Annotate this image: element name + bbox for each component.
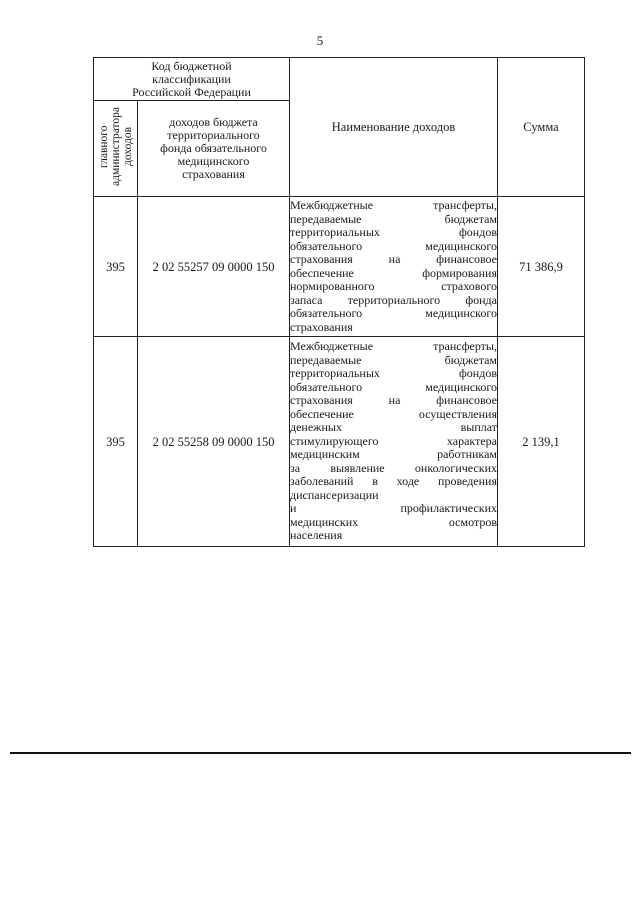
footer-divider-line (10, 752, 631, 754)
header-budget-code (94, 58, 290, 101)
header-sum: Сумма (498, 58, 585, 197)
page-number: 5 (316, 33, 324, 48)
header-code-line: классификации (152, 71, 231, 86)
table-row (94, 197, 585, 337)
header-code-line: Код бюджетной (151, 58, 232, 73)
header-main-administrator: главного администратора доходов (94, 101, 138, 197)
admin-code-cell: 395 (94, 197, 138, 337)
budget-code-cell: 2 02 55257 09 0000 150 (138, 197, 290, 337)
income-name-cell: Межбюджетные трансферты, передаваемые бюджетам территориальных фондов обязательного медицинского страхования на финансовое обеспечение формирования нормированного страхового запаса территориального фонда обязательного медицинского страхования (290, 197, 498, 337)
budget-code-cell: 2 02 55258 09 0000 150 (138, 337, 290, 547)
table-row (94, 337, 585, 547)
sum-cell: 71 386,9 (498, 197, 585, 337)
header-fund-income: доходов бюджета территориального фонда обязательного медицинского страхования (138, 101, 290, 197)
header-income-name: Наименование доходов (290, 58, 498, 197)
sum-cell: 2 139,1 (498, 337, 585, 547)
admin-code-cell: 395 (94, 337, 138, 547)
income-name-cell: Межбюджетные трансферты, передаваемые бюджетам территориальных фондов обязательного медицинского страхования на финансовое обеспечение осуществления денежных выплат стимулирующего характера медицинским работникам за выявление онкологических заболеваний в ходе проведения диспансеризации и профилактических медицинских осмотров населения (290, 337, 498, 547)
header-code-line: Российской Федерации (132, 84, 251, 99)
income-table (93, 57, 585, 547)
